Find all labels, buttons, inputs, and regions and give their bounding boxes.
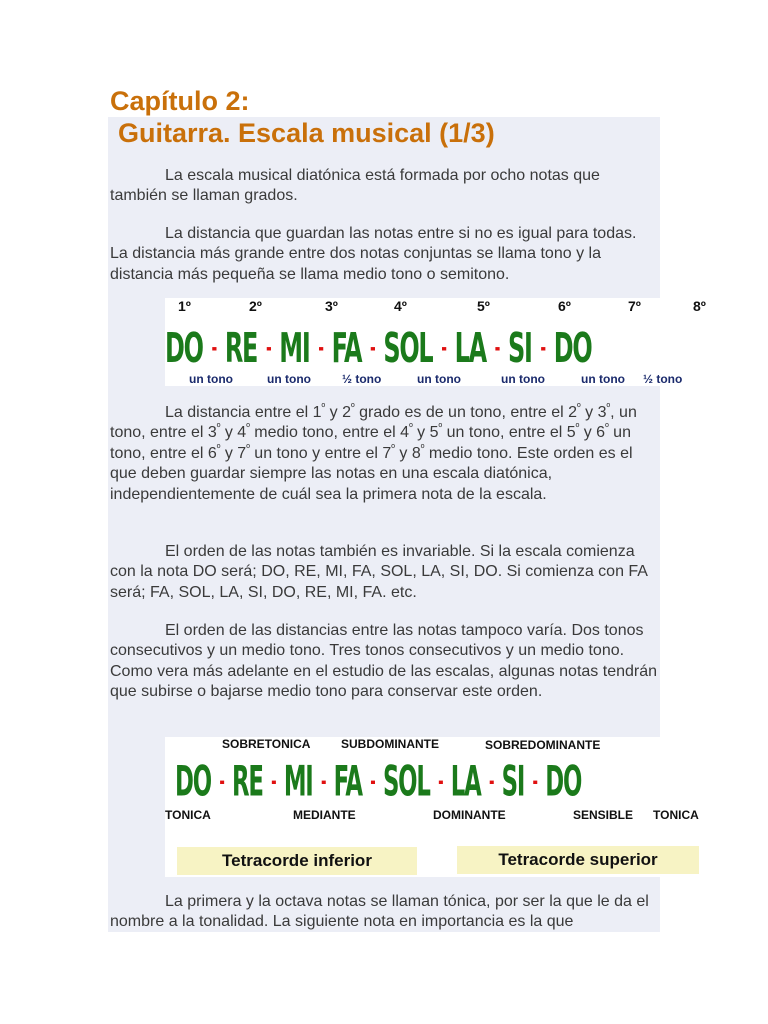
paragraph-2: La distancia que guardan las notas entre si no es igual para todas. La distancia más grande entre dos notas conjuntas se llama tono y la distancia más pequeña se llama medio tono o semitono. [110,225,637,283]
note-separator: - [370,334,375,362]
degree-label: 1º [178,298,191,314]
note: RE [224,324,258,372]
note: SOL [382,757,430,806]
degree-label: 5º [477,298,490,314]
note: DO [553,324,592,372]
page-title: Guitarra. Escala musical (1/3) [118,118,495,148]
function-label: SOBRETONICA [222,737,311,751]
function-label: MEDIANTE [293,808,356,822]
function-label: TONICA [653,808,699,822]
function-label: TONICA [165,808,211,822]
scale-degrees-figure [165,298,720,386]
paragraph-1: La escala musical diatónica está formada por ocho notas que también se llaman grados. [110,167,600,205]
paragraph-5: El orden de las distancias entre las notas tampoco varía. Dos tonos consecutivos y un medio tono. Tres tonos consecutivos y un medio tono. Como vera más adelante en el estudio de las escalas, algunas notas tendrán que subirse o bajarse medio tono para conservar este orden. [110,622,658,701]
note-separator: - [370,768,375,796]
note-separator: - [540,334,545,362]
distance-label: ½ tono [643,372,683,386]
note-separator: - [271,768,276,796]
tetrachord-upper: Tetracorde superior [457,846,699,874]
note-separator: - [438,768,443,796]
note: SI [501,757,525,806]
function-label: SUBDOMINANTE [341,737,439,751]
note-separator: - [318,334,323,362]
note: FA [333,757,362,806]
note-separator: - [488,768,494,796]
note: SI [507,324,532,372]
scale-notes [175,757,581,805]
note: MI [279,324,310,372]
note-separator: - [320,768,326,796]
note: MI [283,757,313,806]
degree-label: 4º [394,298,407,314]
distance-label: ½ tono [342,372,382,386]
note: RE [232,757,263,806]
note-separator: - [219,768,224,796]
distance-label: un tono [267,372,311,386]
degree-label: 6º [558,298,571,314]
chapter-heading: Capítulo 2: [110,86,250,116]
distance-label: un tono [581,372,625,386]
tetrachord-lower: Tetracorde inferior [177,847,417,875]
degree-label: 2º [249,298,262,314]
paragraph-4: El orden de las notas también es invariable. Si la escala comienza con la nota DO será; DO, RE, MI, FA, SOL, LA, SI, DO. Si comienza con FA será; FA, SOL, LA, SI, DO, RE, MI, FA. etc. [110,543,648,601]
note: LA [450,757,481,806]
note: LA [454,324,486,372]
distance-label: un tono [501,372,545,386]
note-separator: - [494,334,500,362]
note: SOL [383,324,433,372]
note: DO [545,757,582,806]
note: DO [175,757,211,806]
note-separator: - [532,768,537,796]
scale-notes [165,324,591,372]
note: DO [165,324,203,372]
note-separator: - [265,334,271,362]
paragraph-6: La primera y la octava notas se llaman tónica, por ser la que le da el nombre a la tonalidad. La siguiente nota en importancia es la que [110,893,649,931]
note-separator: - [211,334,217,362]
note: FA [331,324,362,372]
degree-label: 7º [628,298,641,314]
paragraph-3: La distancia entre el $1^º$ y $2^º$ grado es de un tono, entre el $2^º$ y $3^º$, un tono, entre el $3^º$ y $4^º$ medio tono, entre el $4^º$ y $5^º$ un tono, entre el $5^º$ y $6^º$ un tono, entre el $6^º$ y $7^º$ un tono y entre el $7^º$ y $8^º$ medio tono. Este orden es el que deben guardar siempre las notas en una escala diatónica, independientemente de cuál sea la primera nota de la escala. [110,402,637,503]
degree-label: 3º [325,298,338,314]
scale-functions-figure [165,737,705,877]
function-label: SOBREDOMINANTE [485,738,601,752]
note-separator: - [441,334,446,362]
function-label: SENSIBLE [573,808,634,822]
function-label: DOMINANTE [433,808,506,822]
distance-label: un tono [417,372,461,386]
degree-label: 8º [693,298,706,314]
distance-label: un tono [189,372,233,386]
